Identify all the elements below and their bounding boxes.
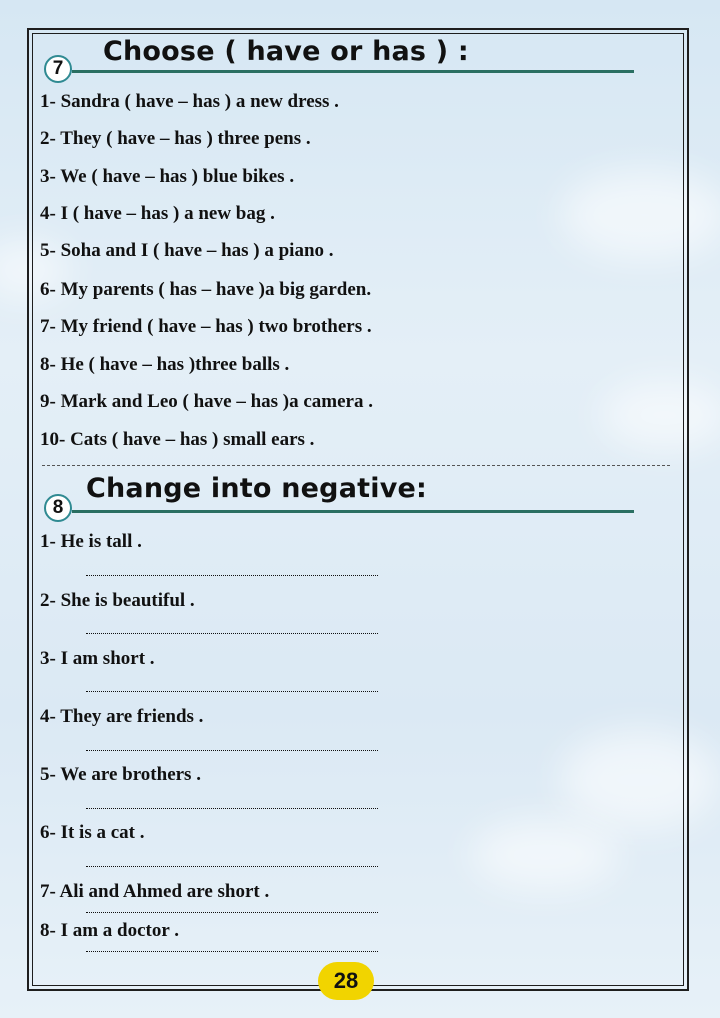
question-item: 5- Soha and I ( have – has ) a piano . bbox=[40, 240, 334, 261]
answer-line bbox=[86, 808, 378, 809]
question-item: 6- It is a cat . bbox=[40, 822, 145, 843]
question-item: 4- They are friends . bbox=[40, 706, 204, 727]
section-7-underline bbox=[72, 70, 634, 73]
question-item: 7- My friend ( have – has ) two brothers . bbox=[40, 316, 372, 337]
question-item: 3- We ( have – has ) blue bikes . bbox=[40, 166, 295, 187]
question-item: 3- I am short . bbox=[40, 648, 155, 669]
section-7-number: 7 bbox=[44, 55, 72, 83]
question-item: 2- They ( have – has ) three pens . bbox=[40, 128, 311, 149]
answer-line bbox=[86, 951, 378, 952]
answer-line bbox=[86, 633, 378, 634]
answer-line bbox=[86, 750, 378, 751]
answer-line bbox=[86, 866, 378, 867]
section-8-underline bbox=[72, 510, 634, 513]
section-8-number: 8 bbox=[44, 494, 72, 522]
question-item: 10- Cats ( have – has ) small ears . bbox=[40, 429, 315, 450]
question-item: 4- I ( have – has ) a new bag . bbox=[40, 203, 275, 224]
question-item: 7- Ali and Ahmed are short . bbox=[40, 881, 270, 902]
section-7-heading: Choose ( have or has ) : bbox=[103, 36, 469, 67]
question-item: 8- I am a doctor . bbox=[40, 920, 179, 941]
question-item: 8- He ( have – has )three balls . bbox=[40, 354, 290, 375]
question-item: 2- She is beautiful . bbox=[40, 590, 195, 611]
answer-line bbox=[86, 912, 378, 913]
question-item: 5- We are brothers . bbox=[40, 764, 201, 785]
page-number: 28 bbox=[318, 962, 374, 1000]
question-item: 1- Sandra ( have – has ) a new dress . bbox=[40, 91, 339, 112]
section-divider bbox=[42, 465, 670, 466]
answer-line bbox=[86, 691, 378, 692]
section-8-heading: Change into negative: bbox=[86, 473, 428, 504]
question-item: 9- Mark and Leo ( have – has )a camera . bbox=[40, 391, 373, 412]
answer-line bbox=[86, 575, 378, 576]
question-item: 6- My parents ( has – have )a big garden. bbox=[40, 279, 372, 300]
question-item: 1- He is tall . bbox=[40, 531, 142, 552]
